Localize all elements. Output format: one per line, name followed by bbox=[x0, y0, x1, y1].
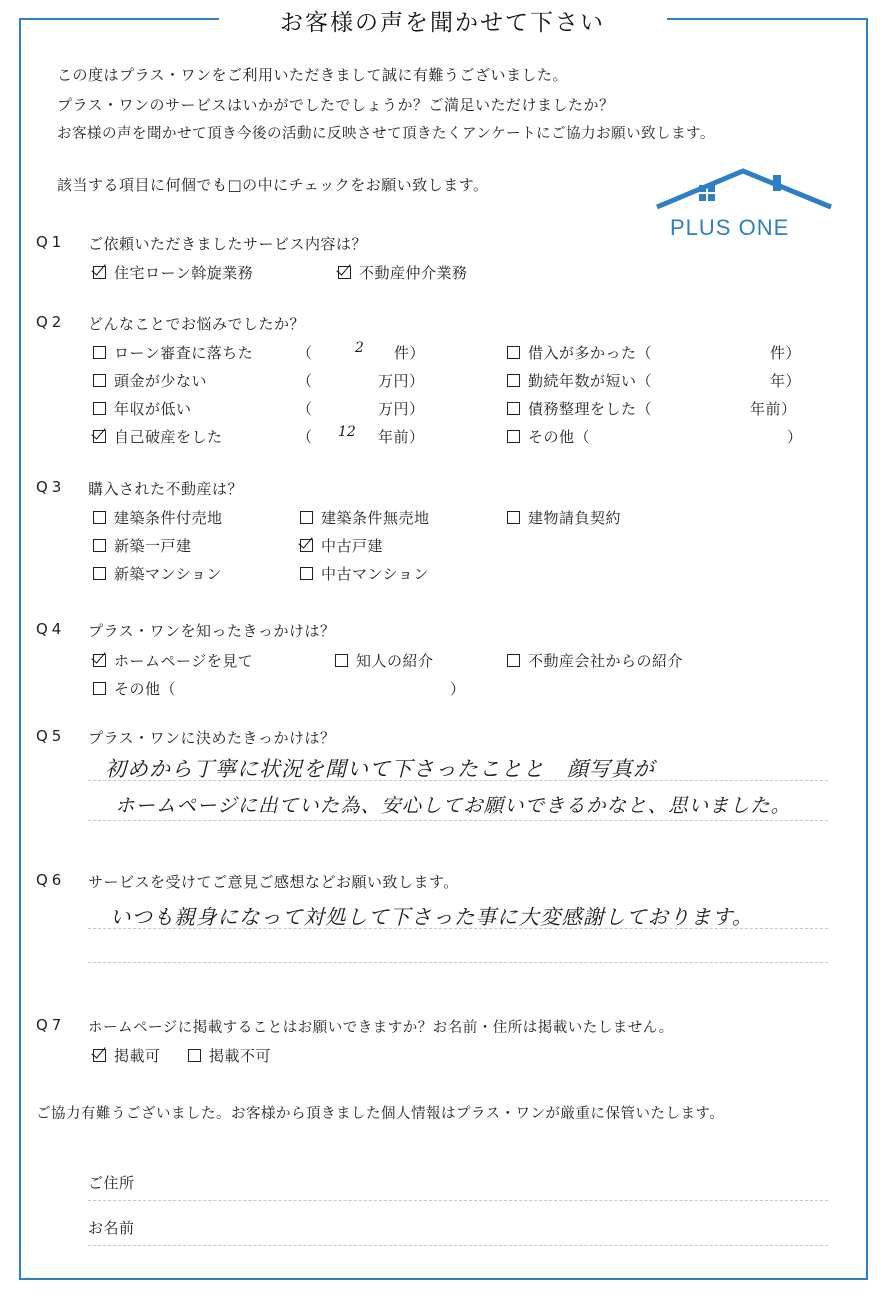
checkbox[interactable] bbox=[507, 511, 520, 524]
q3-option[interactable] bbox=[507, 507, 621, 528]
answer-line bbox=[88, 780, 828, 781]
q2-question: どんなことでお悩みでしたか？ bbox=[88, 315, 306, 333]
brand-logo-text: PLUS ONE bbox=[670, 215, 790, 240]
option-label: 建築条件付売地 bbox=[114, 509, 223, 527]
q2-paren: （ bbox=[297, 372, 313, 390]
q2-unit: 年前） bbox=[750, 400, 797, 418]
q2-paren: （ bbox=[636, 344, 653, 362]
q2-number: Q2 bbox=[36, 313, 66, 331]
q2-option-bankruptcy[interactable] bbox=[93, 426, 223, 447]
q2-option-other[interactable] bbox=[507, 426, 590, 447]
checkbox[interactable] bbox=[335, 654, 348, 667]
q1-question: ご依頼いただきましたサービス内容は？ bbox=[88, 235, 368, 253]
q4-close-paren: ） bbox=[450, 680, 466, 698]
checkbox[interactable] bbox=[93, 567, 106, 580]
checkbox-checked[interactable] bbox=[338, 266, 351, 279]
option-label: ホームページを見て bbox=[114, 652, 254, 670]
q2-paren: （ bbox=[297, 344, 313, 362]
q2-handwritten-years: 12 bbox=[338, 424, 356, 440]
checkbox[interactable] bbox=[188, 1049, 201, 1062]
option-label: 建築条件無売地 bbox=[321, 509, 430, 527]
name-line[interactable] bbox=[88, 1245, 828, 1246]
option-label: 建物請負契約 bbox=[528, 509, 622, 527]
option-label: 借入が多かった bbox=[528, 344, 637, 362]
checkbox[interactable] bbox=[507, 346, 520, 359]
q2-paren: （ bbox=[574, 428, 591, 446]
intro-line-2: プラス・ワンのサービスはいかがでしたでしょうか？ご満足いただけましたか？ bbox=[57, 96, 615, 114]
closing-text: ご協力有難うございました。お客様から頂きました個人情報はプラス・ワンが厳重に保管いたします。 bbox=[36, 1106, 725, 1122]
checkbox[interactable] bbox=[300, 567, 313, 580]
checkbox[interactable] bbox=[93, 511, 106, 524]
option-label: 掲載可 bbox=[114, 1047, 161, 1065]
q2-option-low-downpayment[interactable] bbox=[93, 370, 207, 391]
q2-unit: 万円） bbox=[378, 372, 425, 390]
option-label: ローン審査に落ちた bbox=[114, 344, 254, 362]
intro-line-3: お客様の声を聞かせて頂き今後の活動に反映させて頂きたくアンケートにご協力お願い致します。 bbox=[57, 126, 715, 142]
q2-option-loan-rejected[interactable] bbox=[93, 342, 253, 363]
checkbox-checked[interactable] bbox=[93, 1049, 106, 1062]
q1-option-housing-loan[interactable] bbox=[93, 262, 253, 283]
q3-option[interactable] bbox=[300, 563, 429, 584]
q2-option-short-employment[interactable] bbox=[507, 370, 652, 391]
q3-option[interactable] bbox=[93, 507, 223, 528]
q6-question: サービスを受けてご意見ご感想などお願い致します。 bbox=[88, 873, 459, 891]
checkbox-checked[interactable] bbox=[93, 430, 106, 443]
checkbox-checked[interactable] bbox=[93, 654, 106, 667]
option-label: その他（ bbox=[114, 680, 177, 698]
q6-handwritten-answer: いつも親身になって対処して下さった事に大変感謝しております。 bbox=[110, 905, 754, 929]
q2-unit: ） bbox=[787, 428, 803, 446]
q4-option-agency[interactable] bbox=[507, 650, 683, 671]
address-label: ご住所 bbox=[88, 1174, 135, 1192]
option-label: 掲載不可 bbox=[209, 1047, 272, 1065]
checkbox[interactable] bbox=[507, 654, 520, 667]
q4-number: Q4 bbox=[36, 620, 66, 638]
q3-option-used-house[interactable] bbox=[300, 535, 383, 556]
option-label: 債務整理をした bbox=[528, 400, 637, 418]
q7-option-allow[interactable] bbox=[93, 1045, 161, 1066]
q5-handwritten-answer-1: 初めから丁寧に状況を聞いて下さったことと 顔写真が bbox=[105, 757, 655, 781]
name-label: お名前 bbox=[88, 1219, 135, 1237]
q2-option-debt-consolidation[interactable] bbox=[507, 398, 652, 419]
option-label: 頭金が少ない bbox=[114, 372, 208, 390]
q7-option-deny[interactable] bbox=[188, 1045, 271, 1066]
q2-unit: 件） bbox=[770, 344, 802, 362]
answer-line bbox=[88, 962, 828, 963]
q3-number: Q3 bbox=[36, 478, 66, 496]
option-label: 住宅ローン斡旋業務 bbox=[114, 264, 254, 282]
q3-option[interactable] bbox=[93, 535, 192, 556]
q2-paren: （ bbox=[636, 400, 653, 418]
option-label: 中古戸建 bbox=[321, 537, 384, 555]
q2-handwritten-count: 2 bbox=[355, 340, 364, 356]
instruction-text: 該当する項目に何個でも□の中にチェックをお願い致します。 bbox=[57, 176, 489, 194]
q2-option-many-loans[interactable] bbox=[507, 342, 652, 363]
option-label: 自己破産をした bbox=[114, 428, 223, 446]
page-title: お客様の声を聞かせて下さい bbox=[280, 10, 605, 36]
option-label: その他 bbox=[528, 428, 575, 446]
q3-option[interactable] bbox=[93, 563, 222, 584]
checkbox[interactable] bbox=[93, 374, 106, 387]
checkbox[interactable] bbox=[93, 682, 106, 695]
option-label: 不動産会社からの紹介 bbox=[528, 652, 684, 670]
q7-question: ホームページに掲載することはお願いできますか？お名前・住所は掲載いたしません。 bbox=[88, 1020, 674, 1036]
checkbox[interactable] bbox=[507, 402, 520, 415]
option-label: 新築マンション bbox=[114, 565, 222, 583]
checkbox[interactable] bbox=[300, 511, 313, 524]
answer-line bbox=[88, 928, 828, 929]
q1-option-brokerage[interactable] bbox=[338, 262, 468, 283]
intro-line-1: この度はプラス・ワンをご利用いただきまして誠に有難うございました。 bbox=[57, 66, 569, 84]
option-label: 新築一戸建 bbox=[114, 537, 192, 555]
checkbox[interactable] bbox=[93, 539, 106, 552]
q4-option-homepage[interactable] bbox=[93, 650, 253, 671]
q5-handwritten-answer-2: ホームページに出ていた為、安心してお願いできるかなと、思いました。 bbox=[115, 794, 792, 817]
checkbox[interactable] bbox=[507, 374, 520, 387]
q6-number: Q6 bbox=[36, 871, 66, 889]
q4-option-referral[interactable] bbox=[335, 650, 434, 671]
q2-paren: （ bbox=[297, 428, 313, 446]
checkbox-checked[interactable] bbox=[93, 266, 106, 279]
checkbox[interactable] bbox=[507, 430, 520, 443]
q2-unit: 万円） bbox=[378, 400, 425, 418]
q7-number: Q7 bbox=[36, 1016, 66, 1034]
option-label: 知人の紹介 bbox=[356, 652, 434, 670]
q2-option-low-income[interactable] bbox=[93, 398, 192, 419]
option-label: 中古マンション bbox=[321, 565, 429, 583]
q1-number: Q1 bbox=[36, 233, 66, 251]
option-label: 年収が低い bbox=[114, 400, 192, 418]
q5-question: プラス・ワンに決めたきっかけは？ bbox=[88, 729, 336, 747]
q2-paren: （ bbox=[636, 372, 653, 390]
address-line[interactable] bbox=[88, 1200, 828, 1201]
q2-unit: 年前） bbox=[378, 428, 425, 446]
checkbox[interactable] bbox=[93, 346, 106, 359]
q2-unit: 年） bbox=[770, 372, 802, 390]
q2-paren: （ bbox=[297, 400, 313, 418]
checkbox[interactable] bbox=[93, 402, 106, 415]
answer-line bbox=[88, 820, 828, 821]
checkbox-checked[interactable] bbox=[300, 539, 313, 552]
option-label: 勤続年数が短い bbox=[528, 372, 637, 390]
q2-unit: 件） bbox=[394, 344, 426, 362]
option-label: 不動産仲介業務 bbox=[359, 264, 468, 282]
q5-number: Q5 bbox=[36, 727, 66, 745]
q4-question: プラス・ワンを知ったきっかけは？ bbox=[88, 622, 336, 640]
q3-option[interactable] bbox=[300, 507, 430, 528]
q4-option-other[interactable] bbox=[93, 678, 176, 699]
q3-question: 購入された不動産は？ bbox=[88, 480, 244, 498]
